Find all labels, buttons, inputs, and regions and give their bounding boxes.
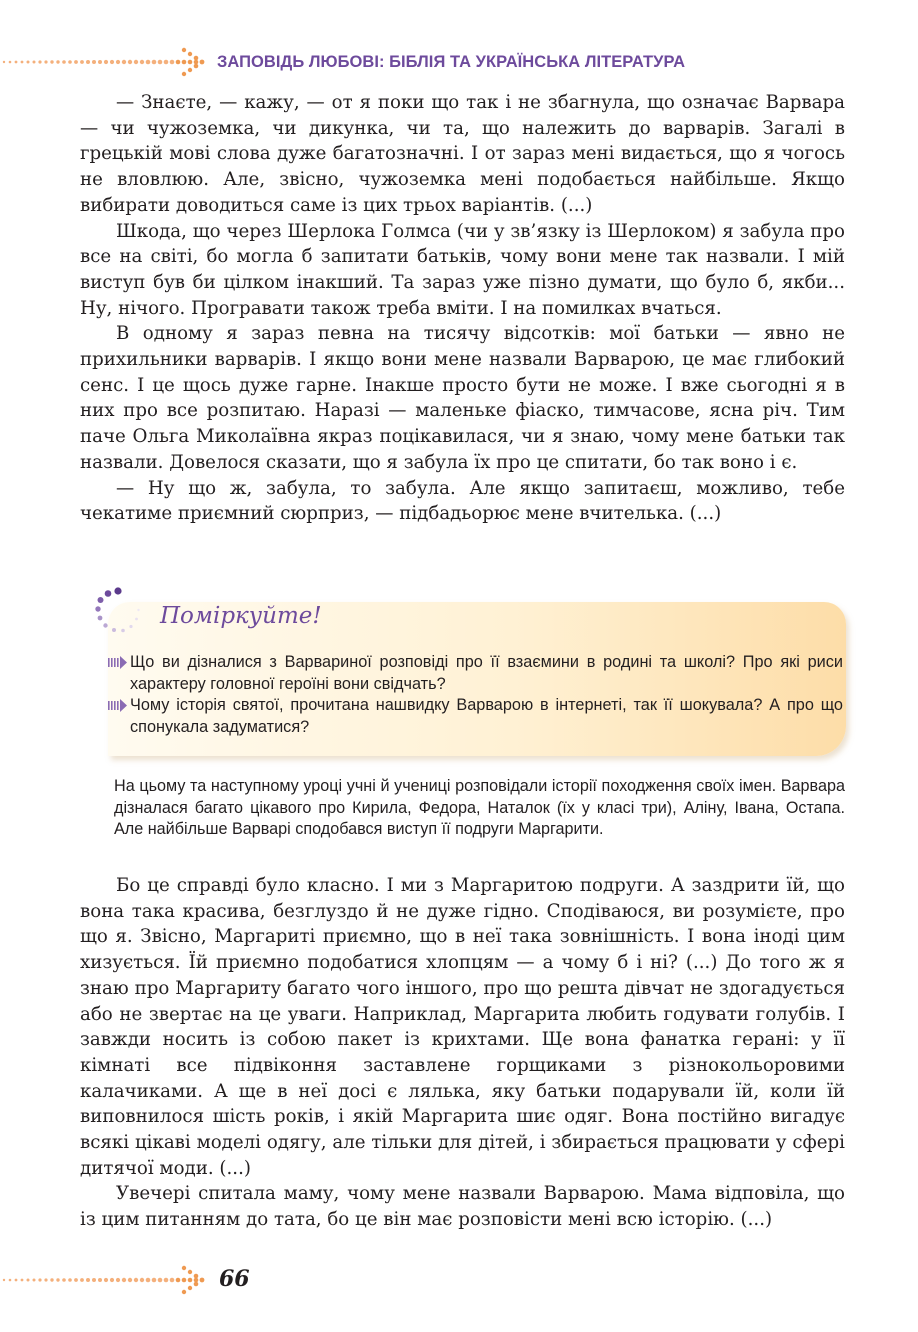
story-text-top (80, 90, 845, 527)
thinking-dots-icon (92, 585, 144, 637)
paragraph: — Знаєте, — кажу, — от я поки що так і не збагнула, що означає Варвара — чи чужоземка, чи дикунка, чи та, що належить до варварів. Загалі в грецькій мові слова дуже багатозначні. І от зараз мені видається, що я чогось не вловлюю. Але, звісно, чужоземка мені подобається найбільше. Якщо вибирати доводиться саме із цих трьох варіантів. (...) (80, 92, 845, 216)
page-footer (0, 1262, 918, 1302)
paragraph: Бо це справді було класно. І ми з Маргаритою подруги. А заздрити їй, що вона така красива, безглуздо й не дуже гідно. Сподіваюся, ви розумієте, про що я. Звісно, Маргариті приємно, що в неї така зовнішність. І вона іноді цим хизується. Їй приємно подобатися хлопцям — а чому б і ні? (...) До того ж я знаю про Маргариту багато чого іншого, про що решта дівчат не здогадується або не звертає на це уваги. Наприклад, Маргарита любить годувати голубів. І завжди носить із собою пакет із крихтами. Ще вона фанатка герані: у її кімнаті все підвіконня заставлене горщиками з різнокольоровими калачиками. А ще в неї досі є лялька, яку батьки подарували їй, коли їй виповнилося шість років, і якій Маргарита шиє одяг. Вона постійно вигадує всякі цікаві моделі одягу, але тільки для дітей, і збирається працювати у сфері дитячої моди. (...) (80, 875, 845, 1179)
reflect-title: Поміркуйте! (160, 603, 322, 629)
paragraph: — Ну що ж, забула, то забула. Але якщо запитаєш, можливо, тебе чекатиме приємний сюрприз, — підбадьорює мене вчителька. (...) (80, 477, 845, 525)
arrow-bullet-icon (108, 699, 128, 712)
list-item (108, 652, 843, 695)
paragraph: Шкода, що через Шерлока Голмса (чи у зв’язку із Шерлоком) я забула про все на світі, бо могла б запитати батьків, чому вони мене так назвали. І мій виступ був би цілком інакший. Та зараз уже пізно думати, що було б, якби... Ну, нічого. Програвати також треба вміти. І на помилках вчаться. (80, 220, 845, 319)
paragraph: В одному я зараз певна на тисячу відсотків: мої батьки — явно не прихильники варварів. І якщо вони мене назвали Варварою, це має глибокий сенс. І це щось дуже гарне. Інакше просто бути не може. І вже сьогодні я в них про все розпитаю. Наразі — маленьке фіаско, тимчасове, ясна річ. Тим паче Ольга Миколаївна якраз поцікавилася, чи я знаю, чому мене батьки так назвали. Довелося сказати, що я забула їх про це спитати, бо так воно і є. (80, 323, 845, 473)
narration-text: На цьому та наступному уроці учні й учениці розповідали історії походження своїх імен. Варвара дізналася багато цікавого про Кирила, Федора, Наталок (їх у класі три), Аліну, Івана, Остапа. Але найбільше Варварі сподобався виступ її подруги Маргарити. (114, 777, 845, 838)
paragraph: Увечері спитала маму, чому мене назвали Варварою. Мама відповіла, що із цим питанням до тата, бо це він має розповісти мені всю історію. (...) (80, 1183, 845, 1231)
arrow-bullet-icon (108, 656, 128, 669)
header-title: ЗАПОВІДЬ ЛЮБОВІ: БІБЛІЯ ТА УКРАЇНСЬКА ЛІТЕРАТУРА (217, 53, 686, 71)
running-header (0, 44, 918, 80)
question-list (108, 652, 843, 738)
story-text-bottom (80, 873, 845, 1233)
header-arrow-icon (0, 44, 215, 80)
question-text: Що ви дізналися з Варвариної розповіді про її взаємини в родині та школі? Про які риси характеру головної героїні вони свідчать? (130, 653, 843, 693)
footer-arrow-icon (0, 1262, 215, 1298)
list-item (108, 695, 843, 738)
question-text: Чому історія святої, прочитана нашвидку Варварою в інтернеті, так її шокувала? А про що спонукала задуматися? (130, 696, 843, 736)
page-number: 66 (219, 1266, 250, 1292)
